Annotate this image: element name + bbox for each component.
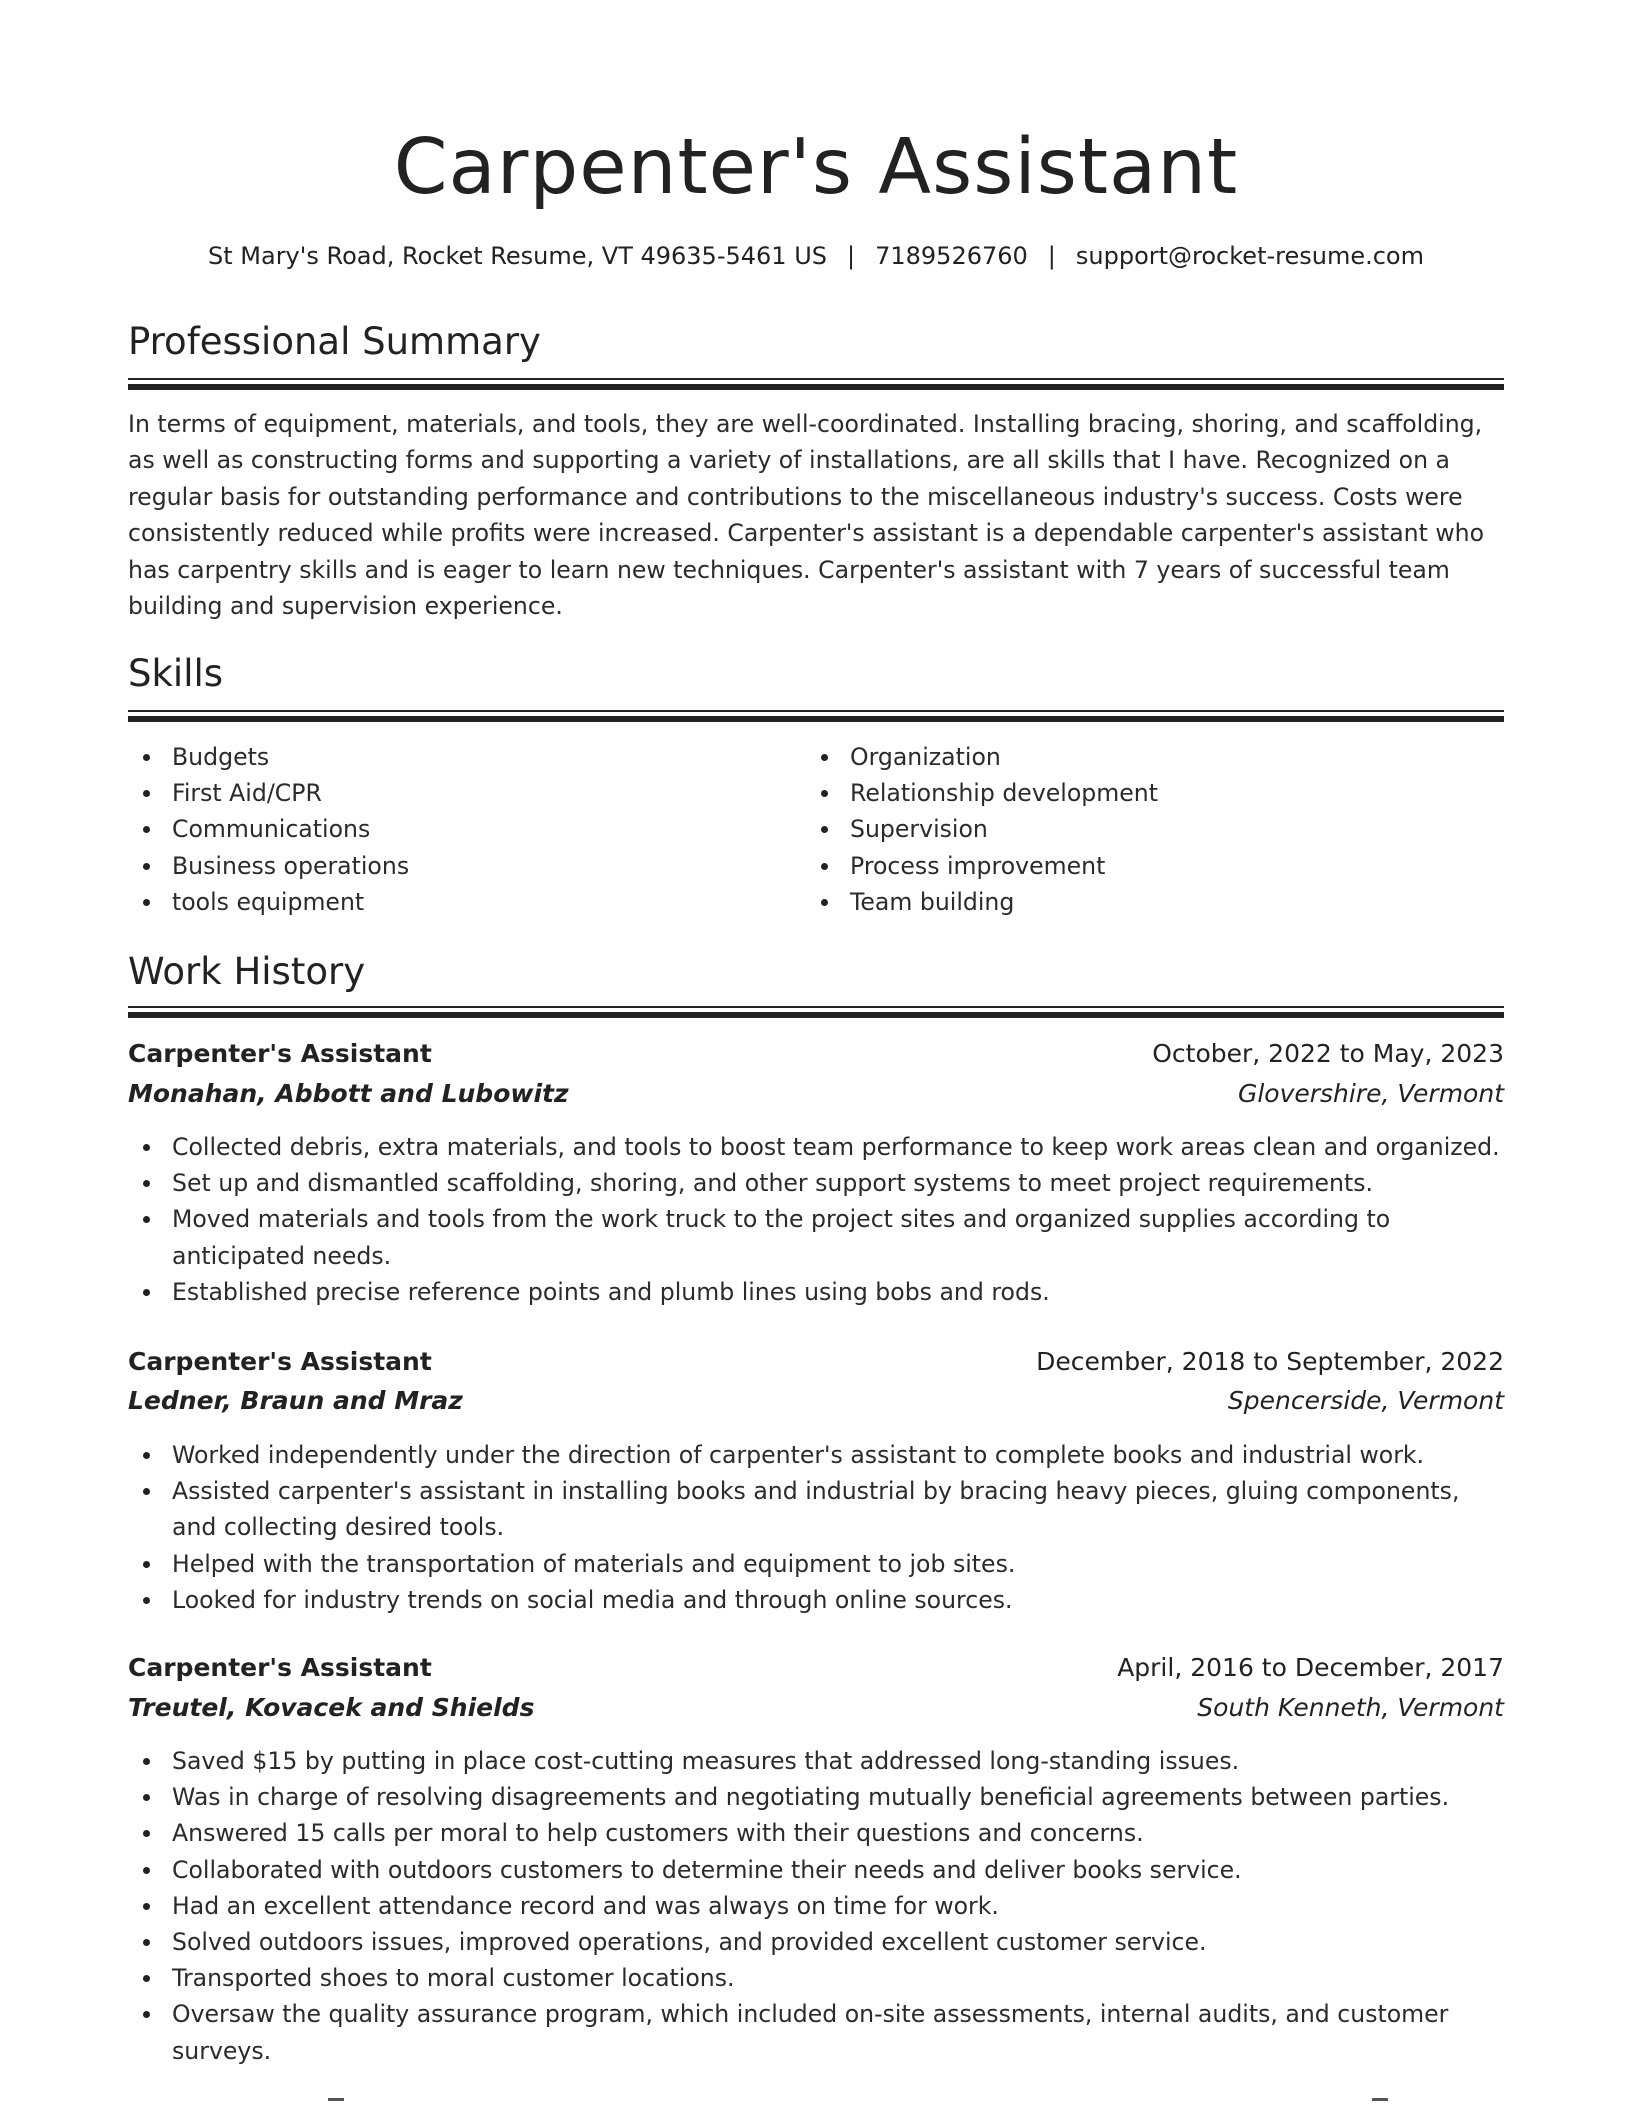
job-title: Carpenter's Assistant [128,1653,432,1682]
section-title-skills: Skills [128,652,224,695]
section-divider [128,378,1504,390]
job-location: Glovershire, Vermont [1237,1079,1504,1108]
job-dates: April, 2016 to December, 2017 [1117,1653,1504,1682]
skill-item: Organization [806,739,1466,775]
job-bullet: Transported shoes to moral customer locations. [128,1960,1504,1996]
job-bullet: Collected debris, extra materials, and tools to boost team performance to keep work areas clean and organized. [128,1129,1504,1165]
contact-line [128,240,1504,272]
job-bullet: Assisted carpenter's assistant in installing books and industrial by bracing heavy pieces, gluing components, and collecting desired tools. [128,1473,1504,1545]
job-bullet: Answered 15 calls per moral to help customers with their questions and concerns. [128,1815,1504,1851]
skills-list-left [128,739,788,920]
job-location: South Kenneth, Vermont [1197,1693,1504,1722]
job-bullet: Helped with the transportation of materials and equipment to job sites. [128,1546,1504,1582]
skill-item: Relationship development [806,775,1466,811]
job-bullet-list [128,1437,1504,1618]
job-company: Monahan, Abbott and Lubowitz [128,1079,569,1108]
contact-phone: 7189526760 [875,242,1028,270]
section-title-summary: Professional Summary [128,320,541,363]
contact-address: St Mary's Road, Rocket Resume, VT 49635-5461 US [208,242,827,270]
job-bullet: Collaborated with outdoors customers to determine their needs and deliver books service. [128,1852,1504,1888]
job-bullet: Moved materials and tools from the work truck to the project sites and organized supplies according to anticipated needs. [128,1201,1504,1273]
job-dates: December, 2018 to September, 2022 [1036,1347,1504,1376]
summary-text: In terms of equipment, materials, and tools, they are well-coordinated. Installing bracing, shoring, and scaffolding, as well as constructing forms and supporting a variety of installations, are all skills that I have. Recognized on a regular basis for outstanding performance and contributions to the miscellaneous industry's success. Costs were consistently reduced while profits were increased. Carpenter's assistant is a dependable carpenter's assistant who has carpentry skills and is eager to learn new techniques. Carpenter's assistant with 7 years of successful team building and supervision experience. [128,410,1485,621]
skill-item: tools equipment [128,884,788,920]
skill-item: Communications [128,811,788,847]
job-company: Ledner, Braun and Mraz [128,1386,463,1415]
skill-item: Supervision [806,811,1466,847]
job-location: Spencerside, Vermont [1227,1386,1504,1415]
section-divider [128,710,1504,722]
job-bullet: Had an excellent attendance record and was always on time for work. [128,1888,1504,1924]
job-title: Carpenter's Assistant [128,1347,432,1376]
job-company: Treutel, Kovacek and Shields [128,1693,535,1722]
contact-email: support@rocket-resume.com [1075,242,1424,270]
contact-separator: | [1047,242,1056,270]
job-bullet: Solved outdoors issues, improved operations, and provided excellent customer service. [128,1924,1504,1960]
job-bullet: Looked for industry trends on social media and through online sources. [128,1582,1504,1618]
job-bullet: Oversaw the quality assurance program, which included on-site assessments, internal audits, and customer surveys. [128,1996,1504,2068]
job-bullet: Set up and dismantled scaffolding, shoring, and other support systems to meet project requirements. [128,1165,1504,1201]
job-bullet: Established precise reference points and plumb lines using bobs and rods. [128,1274,1504,1310]
section-title-work: Work History [128,950,366,993]
contact-separator: | [847,242,856,270]
resume-name: Carpenter's Assistant [393,123,1239,212]
job-bullet: Saved $15 by putting in place cost-cutting measures that addressed long-standing issues. [128,1743,1504,1779]
skill-item: Budgets [128,739,788,775]
skill-item: Team building [806,884,1466,920]
job-bullet-list [128,1743,1504,2069]
job-title: Carpenter's Assistant [128,1039,432,1068]
page-cutoff-fragment [128,2098,1504,2112]
skill-item: Business operations [128,848,788,884]
job-bullet: Was in charge of resolving disagreements and negotiating mutually beneficial agreements between parties. [128,1779,1504,1815]
skill-item: First Aid/CPR [128,775,788,811]
skill-item: Process improvement [806,848,1466,884]
section-divider [128,1006,1504,1018]
job-dates: October, 2022 to May, 2023 [1152,1039,1504,1068]
job-bullet: Worked independently under the direction of carpenter's assistant to complete books and industrial work. [128,1437,1504,1473]
job-bullet-list [128,1129,1504,1310]
skills-list-right [806,739,1466,920]
